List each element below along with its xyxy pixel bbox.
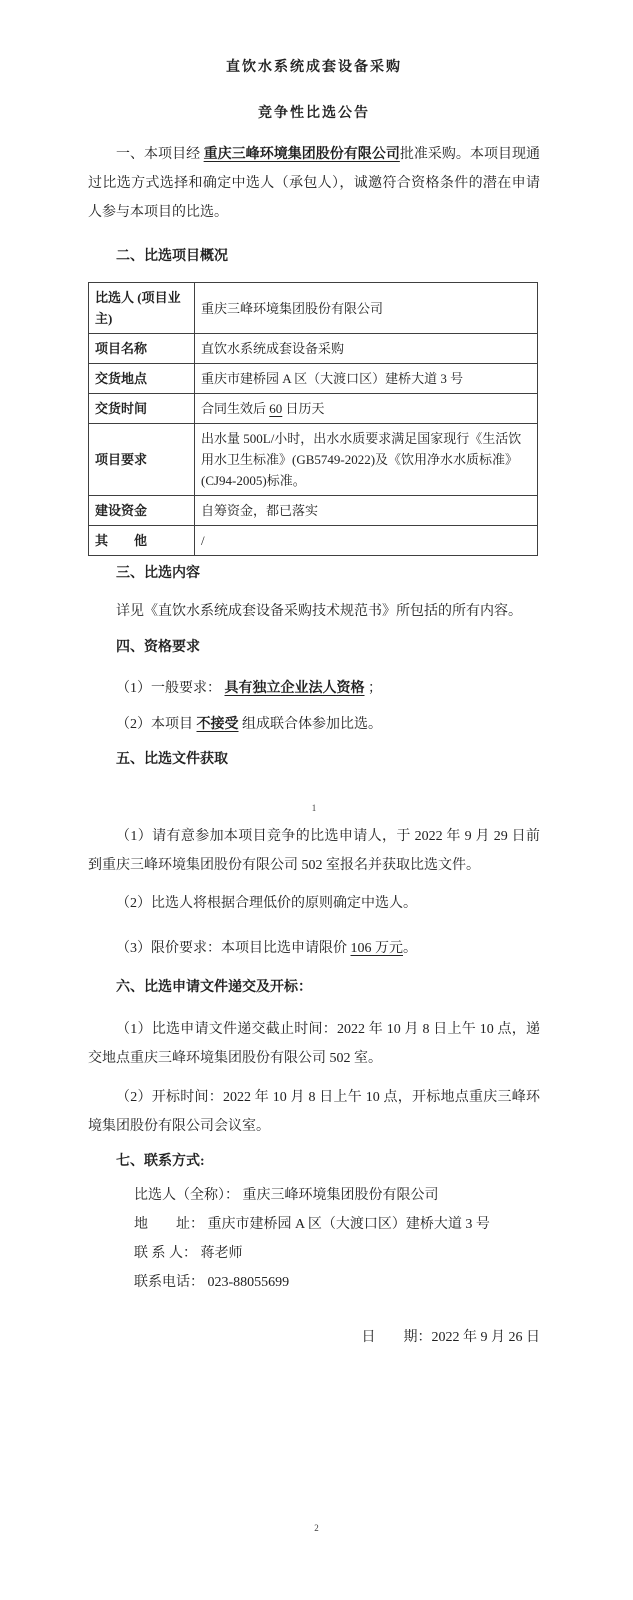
document-content [88, 0, 540, 1352]
doc-subtitle: 竞争性比选公告 [258, 106, 370, 121]
section-heading-submission-opening: 六、比选申请文件递交及开标： [116, 980, 312, 995]
qual2-suffix: 组成联合体参加比选。 [238, 717, 382, 732]
row-label: 建设资金 [89, 496, 195, 526]
row-value: 重庆三峰环境集团股份有限公司 [195, 283, 538, 334]
submission-item-1: （1）比选申请文件递交截止时间：2022 年 10 月 8 日上午 10 点，递交地点重庆三峰环境集团股份有限公司 502 室。 [88, 1022, 540, 1066]
section-heading-overview: 二、比选项目概况 [116, 249, 228, 264]
qualification-item-2 [88, 710, 540, 739]
contact-line-address: 地 址： 重庆市建桥园 A 区（大渡口区）建桥大道 3 号 [134, 1217, 490, 1232]
date-line: 日 期：2022 年 9 月 26 日 [361, 1330, 540, 1345]
table-row-bidder [89, 283, 538, 334]
price-limit-suffix: 。 [403, 941, 417, 956]
intro-suffix: 批准采购。本项目现通过比选方式选择和确定中选人（承包人），诚邀符合资格条件的潜在申请人参与本项目的比选。 [88, 147, 541, 220]
section-heading-contact: 七、联系方式: [116, 1154, 205, 1169]
row-label: 比选人 (项目业主) [89, 283, 195, 334]
contact-line-person: 联 系 人： 蒋老师 [134, 1246, 243, 1261]
obtain-item-2: （2）比选人将根据合理低价的原则确定中选人。 [116, 896, 417, 911]
section-heading-document-obtain: 五、比选文件获取 [116, 752, 228, 767]
intro-prefix: 一、本项目经 [116, 147, 204, 162]
project-overview-table [88, 282, 538, 556]
row-value: 出水量 500L/小时，出水水质要求满足国家现行《生活饮用水卫生标准》(GB5749-2022)及《饮用净水水质标准》(CJ94-2005)标准。 [195, 424, 538, 496]
row-label: 交货时间 [89, 394, 195, 424]
qual1-requirement-emphasis: 具有独立企业法人资格 [224, 681, 365, 696]
intro-company-name: 重庆三峰环境集团股份有限公司 [203, 147, 400, 162]
page-number-1: 1 [311, 803, 317, 813]
intro-paragraph [88, 140, 540, 227]
row-label: 项目要求 [89, 424, 195, 496]
price-limit-prefix: （3）限价要求：本项目比选申请限价 [116, 941, 351, 956]
page-title: 直饮水系统成套设备采购 [226, 60, 402, 75]
table-row-project-name [89, 334, 538, 364]
price-limit-underlined: 106 万元 [350, 941, 403, 956]
row-label: 项目名称 [89, 334, 195, 364]
qual1-suffix: ； [364, 681, 382, 696]
table-row-project-requirements [89, 424, 538, 496]
table-row-other [89, 526, 538, 556]
row-value: / [195, 526, 538, 556]
contact-line-phone: 联系电话： 023-88055699 [134, 1275, 290, 1290]
table-row-funding [89, 496, 538, 526]
obtain-item-3 [88, 934, 540, 963]
section-heading-content: 三、比选内容 [116, 566, 200, 581]
delivery-days-underlined: 60 [269, 401, 283, 416]
contact-block [88, 1181, 540, 1297]
row-label: 其 他 [89, 526, 195, 556]
qualification-item-1 [88, 674, 540, 703]
obtain-item-1: （1）请有意参加本项目竞争的比选申请人，于 2022 年 9 月 29 日前到重庆三峰环境集团股份有限公司 502 室报名并获取比选文件。 [88, 829, 540, 873]
qual1-prefix: （1）一般要求： [116, 681, 225, 696]
delivery-time-prefix: 合同生效后 [201, 401, 270, 416]
submission-item-2: （2）开标时间：2022 年 10 月 8 日上午 10 点，开标地点重庆三峰环境集团股份有限公司会议室。 [88, 1090, 540, 1134]
qual2-not-accepted-emphasis: 不接受 [196, 717, 239, 732]
row-value [195, 394, 538, 424]
row-value: 直饮水系统成套设备采购 [195, 334, 538, 364]
delivery-time-suffix: 日历天 [282, 401, 325, 416]
qual2-prefix: （2）本项目 [116, 717, 197, 732]
section-heading-qualification: 四、资格要求 [116, 640, 200, 655]
page-number-2: 2 [314, 1523, 319, 1533]
table-row-delivery-place [89, 364, 538, 394]
row-value: 自筹资金，都已落实 [195, 496, 538, 526]
section-content-body: 详见《直饮水系统成套设备采购技术规范书》所包括的所有内容。 [116, 604, 522, 619]
contact-line-selector-name: 比选人（全称）： 重庆三峰环境集团股份有限公司 [134, 1188, 439, 1203]
table-row-delivery-time [89, 394, 538, 424]
row-label: 交货地点 [89, 364, 195, 394]
row-value: 重庆市建桥园 A 区（大渡口区）建桥大道 3 号 [195, 364, 538, 394]
